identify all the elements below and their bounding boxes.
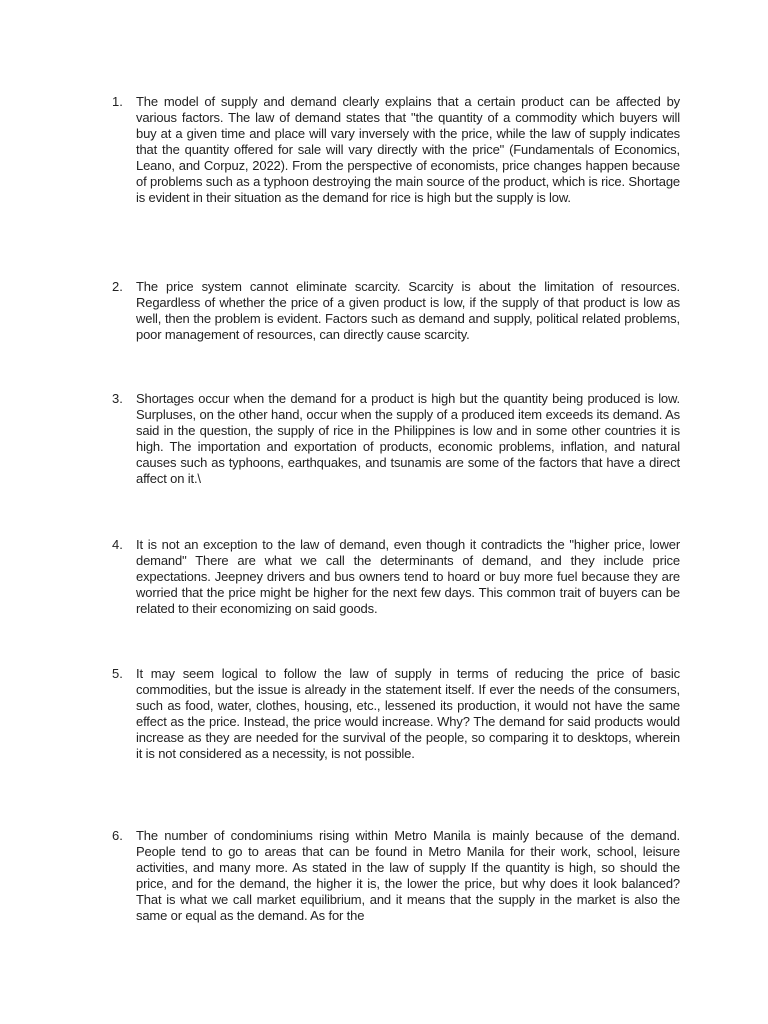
list-item-number: 2. (112, 279, 123, 294)
list-item-number: 5. (112, 666, 123, 681)
list-item-text: The model of supply and demand clearly explains that a certain product can be affected by various factors. The law of demand states that "the quantity of a commodity which buyers will buy at a given time and place will vary inversely with the price, while the law of supply indicates that the quantity offered for sale will vary directly with the price" (Fundamentals of Economics, Leano, and Corpuz, 2022). From the perspective of economists, price changes happen because of problems such as a typhoon destroying the main source of the product, which is rice. Shortage is evident in their situation as the demand for rice is high but the supply is low. (136, 94, 680, 205)
list-item-number: 6. (112, 828, 123, 843)
list-item-text: The price system cannot eliminate scarcity. Scarcity is about the limitation of resources. Regardless of whether the price of a given product is low, if the supply of that product is low as well, then the problem is evident. Factors such as demand and supply, political related problems, poor management of resources, can directly cause scarcity. (136, 279, 680, 342)
list-item-text: It may seem logical to follow the law of supply in terms of reducing the price of basic commodities, but the issue is already in the statement itself. If ever the needs of the consumers, such as food, water, clothes, housing, etc., lessened its production, it would not have the same effect as the price. Instead, the price would increase. Why? The demand for said products would increase as they are needed for the survival of the people, so comparing it to desktops, wherein it is not considered as a necessity, is not possible. (136, 666, 680, 761)
list-item-number: 1. (112, 94, 123, 109)
list-item-text: Shortages occur when the demand for a product is high but the quantity being produced is low. Surpluses, on the other hand, occur when the supply of a produced item exceeds its demand. As said in the question, the supply of rice in the Philippines is low and in some other countries it is high. The importation and exportation of products, economic problems, inflation, and natural causes such as typhoons, earthquakes, and tsunamis are some of the factors that have a direct affect on it.\ (136, 391, 680, 486)
list-item-text: The number of condominiums rising within Metro Manila is mainly because of the demand. People tend to go to areas that can be found in Metro Manila for their work, school, leisure activities, and many more. As stated in the law of supply If the quantity is high, so should the price, and for the demand, the higher it is, the lower the price, but why does it look balanced? That is what we call market equilibrium, and it means that the supply in the market is also the same or equal as the demand. As for the (136, 828, 680, 923)
list-item-number: 3. (112, 391, 123, 406)
list-item-text: It is not an exception to the law of demand, even though it contradicts the "higher price, lower demand" There are what we call the determinants of demand, and they include price expectations. Jeepney drivers and bus owners tend to hoard or buy more fuel because they are worried that the price might be higher for the next few days. This common trait of buyers can be related to their economizing on said goods. (136, 537, 680, 616)
list-item-number: 4. (112, 537, 123, 552)
